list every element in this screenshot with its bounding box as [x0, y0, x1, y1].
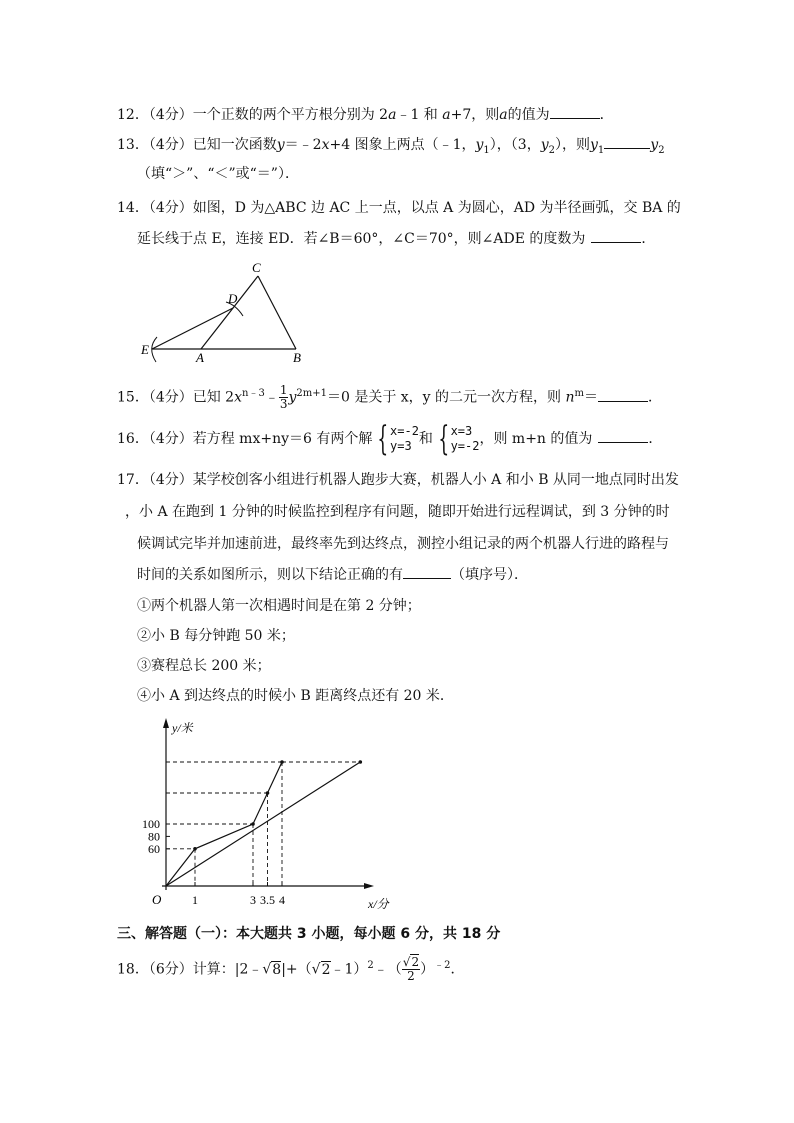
- q17-line4: 时间的关系如图所示，则以下结论正确的有 （填序号）．: [137, 564, 528, 585]
- y-tick-label-60: 60: [148, 841, 160, 856]
- q14-number: 14．（4分）: [117, 200, 193, 216]
- origin-label: O: [152, 892, 162, 907]
- answer-blank-13[interactable]: [604, 134, 650, 149]
- segment-CB: [258, 276, 296, 349]
- answer-blank-17[interactable]: [403, 564, 451, 579]
- solution-system-1: { x=-2 y=3: [377, 419, 419, 459]
- q13-number: 13．（4分）: [117, 137, 193, 153]
- label-D: D: [228, 291, 238, 306]
- label-B: B: [293, 350, 301, 365]
- q12-number: 12．（4分）: [117, 107, 193, 123]
- distance-time-chart: [130, 712, 390, 912]
- q17-line3: 候调试完毕并加速前进，最终率先到达终点，测控小组记录的两个机器人行进的路程与: [137, 536, 669, 552]
- answer-blank-15[interactable]: [598, 387, 648, 402]
- question-12: 12．（4分）一个正数的两个平方根分别为 2a﹣1 和 a+7，则a的值为 ．: [117, 104, 614, 125]
- data-point-2: [266, 791, 270, 795]
- q17-option-4: ④小 A 到达终点的时候小 B 距离终点还有 20 米．: [137, 688, 454, 704]
- x-tick-label-3: 3: [250, 893, 256, 907]
- question-14: 14．（4分）如图，D 为△ABC 边 AC 上一点，以点 A 为圆心，AD 为半径画弧，交 BA 的: [117, 200, 681, 216]
- data-point-3: [280, 760, 284, 764]
- question-13: 13．（4分）已知一次函数y＝﹣2x+4 图象上两点（﹣1，$y_1$），（3，$y_2$），则$y_1$ $y_2$: [117, 134, 665, 161]
- q17-option-2: ②小 B 每分钟跑 50 米；: [137, 628, 295, 644]
- q13-line2: （填“＞”、“＜”或“＝”）．: [137, 166, 299, 182]
- label-E: E: [141, 342, 149, 357]
- y-axis-arrow: [163, 718, 169, 728]
- section-3-heading: 三、解答题（一）：本大题共 3 小题，每小题 6 分，共 18 分: [117, 926, 501, 942]
- triangle-figure: [130, 258, 320, 368]
- x-tick-label-1: 1: [192, 893, 198, 907]
- y-axis-label: y/米: [172, 721, 193, 735]
- label-A: A: [196, 350, 204, 365]
- segment-AC: [201, 276, 258, 349]
- question-17: 17．（4分）某学校创客小组进行机器人跑步大赛，机器人小 A 和小 B 从同一地点同时出发: [117, 472, 679, 488]
- label-C: C: [252, 260, 261, 275]
- x-axis-label: x/分: [368, 897, 389, 911]
- x-axis-arrow: [364, 883, 374, 889]
- question-15: 15．（4分）已知 $2x^{n﹣3}﹣$ $\frac{1}{3}$ $y^{2m+1}=0$ 是关于 x，y 的二元一次方程，则 $n^m=$ ．: [117, 383, 662, 412]
- data-point-1: [251, 822, 255, 826]
- x-tick-label-3.5: 3.5: [260, 893, 275, 907]
- fraction-root2-over-2: $\frac{√2}{2}$: [402, 955, 420, 984]
- fraction-one-third: $\frac{1}{3}$: [279, 383, 288, 412]
- question-16: 16．（4分）若方程 mx+ny＝6 有两个解 { x=-2 y=3 和 { x=3 y=-2 ，则 m+n 的值为 ．: [117, 419, 663, 459]
- q14-line2: 延长线于点 E，连接 ED．若∠B＝60°，∠C＝70°，则∠ADE 的度数为 ．: [137, 228, 655, 249]
- q16-number: 16．（4分）: [117, 431, 193, 447]
- data-point-0: [193, 847, 197, 851]
- q17-number: 17．（4分）: [117, 472, 193, 488]
- q15-number: 15．（4分）: [117, 389, 193, 406]
- segment-ED: [152, 308, 233, 349]
- q17-option-1: ①两个机器人第一次相遇时间是在第 2 分钟；: [137, 598, 421, 614]
- answer-blank-16[interactable]: [598, 428, 648, 443]
- x-tick-label-4: 4: [279, 893, 285, 907]
- answer-blank-12[interactable]: [550, 104, 600, 119]
- y-tick-label-80: 80: [148, 829, 160, 844]
- solution-system-2: { x=3 y=-2: [438, 419, 480, 459]
- data-point-end-b: [359, 760, 363, 764]
- y-tick-label-100: 100: [142, 817, 160, 831]
- q17-line2: ，小 A 在跑到 1 分钟的时候监控到程序有问题，随即开始进行远程调试，到 3 分钟的时: [125, 504, 670, 520]
- q18-number: 18．（6分）: [117, 961, 193, 978]
- q17-option-3: ③赛程总长 200 米；: [137, 658, 271, 674]
- answer-blank-14[interactable]: [591, 228, 641, 243]
- question-18: 18．（6分）计算：|2﹣√8|+（√2﹣1）$^2$﹣（ $\frac{√2}{2}$ ）$^{﹣2}$．: [117, 955, 465, 984]
